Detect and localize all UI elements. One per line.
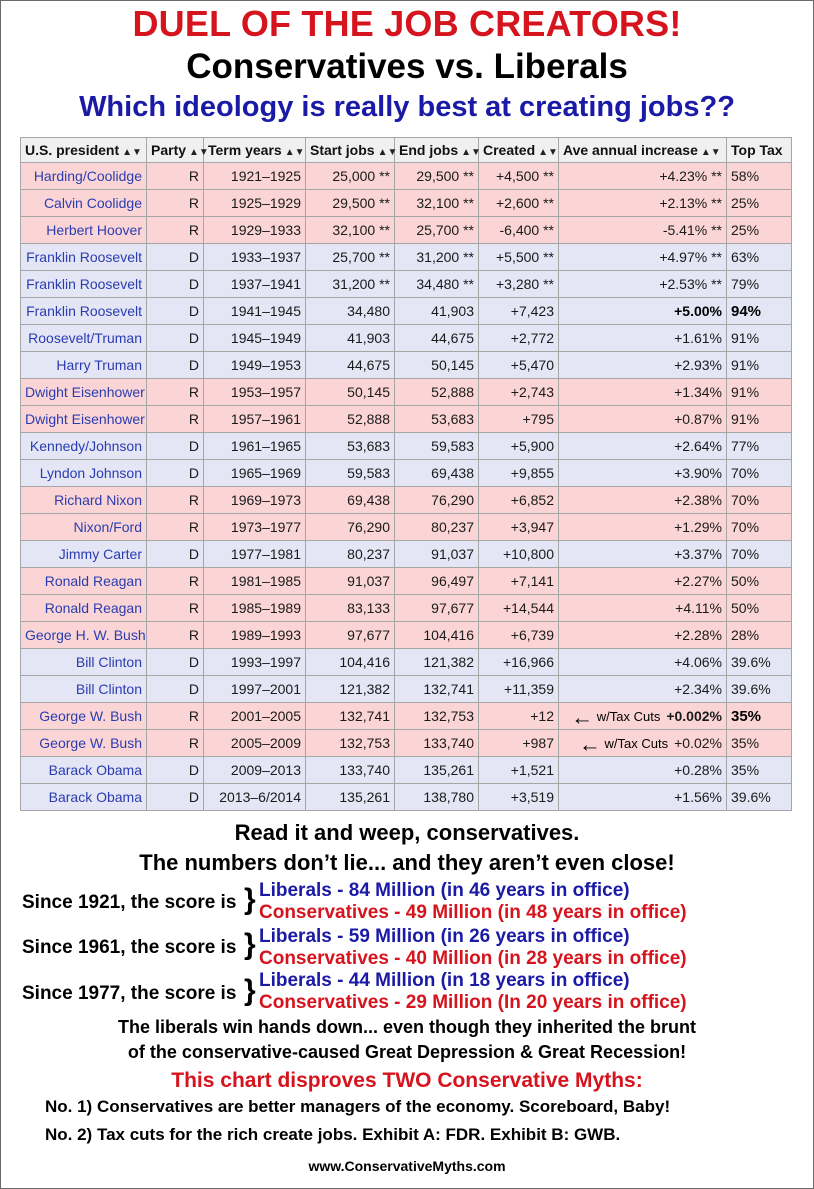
brace-glyph: } [244,928,256,961]
sort-icon[interactable]: ▲▼ [461,147,481,158]
start-jobs-cell: 52,888 [306,406,395,433]
created-cell: +3,947 [479,514,559,541]
end-jobs-cell: 32,100 ** [395,190,479,217]
table-row [21,325,792,352]
page-question: Which ideology is really best at creating jobs?? [79,91,735,123]
end-jobs-cell: 31,200 ** [395,244,479,271]
president-cell[interactable]: George W. Bush [21,703,147,730]
column-header-president[interactable]: U.S. president ▲▼ [21,138,147,163]
created-cell: +10,800 [479,541,559,568]
term-cell: 2013–6/2014 [204,784,306,811]
top-tax-cell: 70% [727,487,792,514]
increase-cell: ← w/Tax Cuts +0.002% [559,703,727,730]
president-cell[interactable]: Roosevelt/Truman [21,325,147,352]
president-cell[interactable]: Dwight Eisenhower [21,379,147,406]
liberals-score: Liberals - 84 Million (in 46 years in office) [259,880,630,901]
top-tax-cell: 25% [727,190,792,217]
created-cell: +16,966 [479,649,559,676]
president-cell[interactable]: Dwight Eisenhower [21,406,147,433]
liberals-score: Liberals - 59 Million (in 26 years in office) [259,926,630,947]
party-cell: D [147,325,204,352]
president-cell[interactable]: George H. W. Bush [21,622,147,649]
created-cell: -6,400 ** [479,217,559,244]
table-row [21,460,792,487]
start-jobs-cell: 132,753 [306,730,395,757]
created-cell: +7,423 [479,298,559,325]
conservatives-score: Conservatives - 40 Million (in 28 years in office) [259,948,687,969]
president-cell[interactable]: Barack Obama [21,757,147,784]
top-tax-cell: 58% [727,163,792,190]
created-cell: +6,852 [479,487,559,514]
increase-cell: +1.34% [559,379,727,406]
end-jobs-cell: 44,675 [395,325,479,352]
sort-icon[interactable]: ▲▼ [189,147,209,158]
president-cell[interactable]: Franklin Roosevelt [21,271,147,298]
top-tax-cell: 50% [727,568,792,595]
start-jobs-cell: 32,100 ** [306,217,395,244]
conclusion-line-2: of the conservative-caused Great Depression & Great Recession! [127,1042,687,1062]
term-cell: 1981–1985 [204,568,306,595]
term-cell: 1989–1993 [204,622,306,649]
table-row [21,676,792,703]
start-jobs-cell: 91,037 [306,568,395,595]
president-cell[interactable]: Richard Nixon [21,487,147,514]
column-header-start[interactable]: Start jobs ▲▼ [306,138,395,163]
created-cell: +2,772 [479,325,559,352]
score-label: Since 1977, the score is [22,983,237,1004]
party-cell: R [147,379,204,406]
top-tax-cell: 63% [727,244,792,271]
term-cell: 1965–1969 [204,460,306,487]
term-cell: 1997–2001 [204,676,306,703]
end-jobs-cell: 29,500 ** [395,163,479,190]
myth-item-2: No. 2) Tax cuts for the rich create jobs. Exhibit A: FDR. Exhibit B: GWB. [45,1125,621,1144]
table-row [21,244,792,271]
table-row [21,595,792,622]
end-jobs-cell: 132,753 [395,703,479,730]
end-jobs-cell: 132,741 [395,676,479,703]
start-jobs-cell: 104,416 [306,649,395,676]
top-tax-cell: 35% [727,730,792,757]
term-cell: 2005–2009 [204,730,306,757]
end-jobs-cell: 135,261 [395,757,479,784]
term-cell: 1929–1933 [204,217,306,244]
start-jobs-cell: 69,438 [306,487,395,514]
created-cell: +5,500 ** [479,244,559,271]
term-cell: 1993–1997 [204,649,306,676]
sort-icon[interactable]: ▲▼ [377,147,398,158]
arrow-left-icon: ← [578,731,601,757]
party-cell: R [147,487,204,514]
sort-icon[interactable]: ▲▼ [284,147,305,158]
president-cell[interactable]: Calvin Coolidge [21,190,147,217]
party-cell: D [147,541,204,568]
increase-cell: +1.61% [559,325,727,352]
start-jobs-cell: 59,583 [306,460,395,487]
top-tax-cell: 35% [727,703,792,730]
increase-cell: +2.27% [559,568,727,595]
president-cell[interactable]: Jimmy Carter [21,541,147,568]
created-cell: +795 [479,406,559,433]
president-cell[interactable]: Bill Clinton [21,676,147,703]
table-row [21,217,792,244]
term-cell: 1973–1977 [204,514,306,541]
table-row [21,433,792,460]
top-tax-cell: 94% [727,298,792,325]
top-tax-cell: 50% [727,595,792,622]
president-cell[interactable]: Harding/Coolidge [21,163,147,190]
president-cell[interactable]: Bill Clinton [21,649,147,676]
brace-glyph: } [244,883,256,916]
top-tax-cell: 91% [727,379,792,406]
column-header-increase[interactable]: Ave annual increase ▲▼ [559,138,727,163]
top-tax-cell: 35% [727,757,792,784]
arrow-left-icon: ← [571,704,594,730]
end-jobs-cell: 52,888 [395,379,479,406]
increase-cell: +2.93% [559,352,727,379]
table-row [21,757,792,784]
increase-cell: -5.41% ** [559,217,727,244]
party-cell: D [147,433,204,460]
created-cell: +9,855 [479,460,559,487]
start-jobs-cell: 83,133 [306,595,395,622]
created-cell: +11,359 [479,676,559,703]
start-jobs-cell: 76,290 [306,514,395,541]
increase-cell: ← w/Tax Cuts +0.02% [559,730,727,757]
created-cell: +14,544 [479,595,559,622]
top-tax-cell: 70% [727,541,792,568]
end-jobs-cell: 34,480 ** [395,271,479,298]
score-label: Since 1961, the score is [22,937,237,958]
column-header-tax[interactable]: Top Tax [727,138,792,163]
conservatives-score: Conservatives - 29 Million (In 20 years in office) [259,992,687,1013]
party-cell: R [147,568,204,595]
party-cell: D [147,352,204,379]
term-cell: 1953–1957 [204,379,306,406]
term-cell: 1961–1965 [204,433,306,460]
table-row [21,406,792,433]
increase-cell: +2.53% ** [559,271,727,298]
table-row [21,352,792,379]
increase-cell: +4.23% ** [559,163,727,190]
party-cell: D [147,271,204,298]
created-cell: +1,521 [479,757,559,784]
party-cell: D [147,244,204,271]
start-jobs-cell: 50,145 [306,379,395,406]
end-jobs-cell: 53,683 [395,406,479,433]
party-cell: R [147,514,204,541]
term-cell: 1925–1929 [204,190,306,217]
start-jobs-cell: 53,683 [306,433,395,460]
top-tax-cell: 91% [727,325,792,352]
end-jobs-cell: 50,145 [395,352,479,379]
term-cell: 1933–1937 [204,244,306,271]
sort-icon[interactable]: ▲▼ [538,147,558,158]
president-cell[interactable]: George W. Bush [21,730,147,757]
page-subtitle: Conservatives vs. Liberals [186,47,628,86]
created-cell: +2,600 ** [479,190,559,217]
start-jobs-cell: 133,740 [306,757,395,784]
start-jobs-cell: 29,500 ** [306,190,395,217]
top-tax-cell: 25% [727,217,792,244]
table-row [21,541,792,568]
top-tax-cell: 70% [727,460,792,487]
tax-cuts-note: ← w/Tax Cuts [578,731,669,757]
table-row [21,649,792,676]
top-tax-cell: 39.6% [727,784,792,811]
term-cell: 1985–1989 [204,595,306,622]
term-cell: 1969–1973 [204,487,306,514]
top-tax-cell: 39.6% [727,676,792,703]
president-cell[interactable]: Barack Obama [21,784,147,811]
myth-item-1: No. 1) Conservatives are better managers of the economy. Scoreboard, Baby! [45,1097,671,1116]
table-header-row [21,138,792,163]
table-row [21,703,792,730]
president-cell[interactable]: Ronald Reagan [21,595,147,622]
top-tax-cell: 70% [727,514,792,541]
end-jobs-cell: 97,677 [395,595,479,622]
increase-cell: +4.11% [559,595,727,622]
president-cell[interactable]: Lyndon Johnson [21,460,147,487]
party-cell: D [147,460,204,487]
table-row [21,784,792,811]
end-jobs-cell: 121,382 [395,649,479,676]
column-header-end[interactable]: End jobs ▲▼ [395,138,479,163]
top-tax-cell: 79% [727,271,792,298]
table-row [21,298,792,325]
party-cell: R [147,217,204,244]
sort-icon[interactable]: ▲▼ [122,147,142,158]
top-tax-cell: 91% [727,406,792,433]
increase-cell: +2.34% [559,676,727,703]
end-jobs-cell: 76,290 [395,487,479,514]
created-cell: +3,280 ** [479,271,559,298]
start-jobs-cell: 80,237 [306,541,395,568]
end-jobs-cell: 138,780 [395,784,479,811]
start-jobs-cell: 132,741 [306,703,395,730]
increase-cell: +3.90% [559,460,727,487]
increase-cell: +1.56% [559,784,727,811]
end-jobs-cell: 59,583 [395,433,479,460]
table-body [21,163,792,811]
start-jobs-cell: 25,000 ** [306,163,395,190]
party-cell: R [147,190,204,217]
table-row [21,190,792,217]
increase-cell: +2.38% [559,487,727,514]
term-cell: 2009–2013 [204,757,306,784]
president-cell[interactable]: Ronald Reagan [21,568,147,595]
party-cell: R [147,730,204,757]
president-cell[interactable]: Kennedy/Johnson [21,433,147,460]
column-header-party[interactable]: Party ▲▼ [147,138,204,163]
start-jobs-cell: 44,675 [306,352,395,379]
end-jobs-cell: 91,037 [395,541,479,568]
start-jobs-cell: 121,382 [306,676,395,703]
end-jobs-cell: 41,903 [395,298,479,325]
tax-cuts-note: ← w/Tax Cuts [571,704,661,730]
created-cell: +6,739 [479,622,559,649]
table-row [21,379,792,406]
commentary-line-2: The numbers don’t lie... and they aren’t even close! [139,850,675,875]
page-title: DUEL OF THE JOB CREATORS! [132,3,682,44]
term-cell: 1957–1961 [204,406,306,433]
increase-cell: +4.06% [559,649,727,676]
term-cell: 1937–1941 [204,271,306,298]
president-cell[interactable]: Nixon/Ford [21,514,147,541]
column-header-created[interactable]: Created ▲▼ [479,138,559,163]
increase-cell: +0.87% [559,406,727,433]
increase-cell: +2.64% [559,433,727,460]
president-cell[interactable]: Franklin Roosevelt [21,244,147,271]
start-jobs-cell: 31,200 ** [306,271,395,298]
start-jobs-cell: 97,677 [306,622,395,649]
column-header-term[interactable]: Term years ▲▼ [204,138,306,163]
table-row [21,514,792,541]
end-jobs-cell: 96,497 [395,568,479,595]
created-cell: +5,470 [479,352,559,379]
top-tax-cell: 77% [727,433,792,460]
table-row [21,163,792,190]
increase-cell: +0.28% [559,757,727,784]
end-jobs-cell: 133,740 [395,730,479,757]
president-cell[interactable]: Harry Truman [21,352,147,379]
president-cell[interactable]: Herbert Hoover [21,217,147,244]
sort-icon[interactable]: ▲▼ [700,147,721,158]
table-row [21,487,792,514]
party-cell: R [147,163,204,190]
party-cell: R [147,406,204,433]
party-cell: R [147,595,204,622]
created-cell: +4,500 ** [479,163,559,190]
created-cell: +7,141 [479,568,559,595]
end-jobs-cell: 25,700 ** [395,217,479,244]
myths-heading: This chart disproves TWO Conservative Myths: [171,1069,643,1092]
start-jobs-cell: 135,261 [306,784,395,811]
created-cell: +5,900 [479,433,559,460]
increase-cell: +4.97% ** [559,244,727,271]
term-cell: 1921–1925 [204,163,306,190]
jobs-table [20,137,792,811]
term-cell: 2001–2005 [204,703,306,730]
score-label: Since 1921, the score is [22,892,237,913]
created-cell: +3,519 [479,784,559,811]
end-jobs-cell: 69,438 [395,460,479,487]
created-cell: +12 [479,703,559,730]
term-cell: 1949–1953 [204,352,306,379]
end-jobs-cell: 104,416 [395,622,479,649]
increase-cell: +3.37% [559,541,727,568]
created-cell: +2,743 [479,379,559,406]
table-row [21,271,792,298]
footer-url[interactable]: www.ConservativeMyths.com [308,1158,506,1174]
start-jobs-cell: 25,700 ** [306,244,395,271]
party-cell: D [147,676,204,703]
party-cell: R [147,622,204,649]
end-jobs-cell: 80,237 [395,514,479,541]
top-tax-cell: 28% [727,622,792,649]
top-tax-cell: 91% [727,352,792,379]
term-cell: 1945–1949 [204,325,306,352]
commentary-line-1: Read it and weep, conservatives. [234,820,580,845]
party-cell: D [147,298,204,325]
table-row [21,568,792,595]
table-row [21,730,792,757]
increase-cell: +2.28% [559,622,727,649]
brace-glyph: } [244,974,256,1007]
party-cell: D [147,649,204,676]
party-cell: D [147,757,204,784]
term-cell: 1941–1945 [204,298,306,325]
conclusion-line-1: The liberals win hands down... even though they inherited the brunt [117,1017,697,1037]
president-cell[interactable]: Franklin Roosevelt [21,298,147,325]
increase-cell: +1.29% [559,514,727,541]
increase-cell: +5.00% [559,298,727,325]
conservatives-score: Conservatives - 49 Million (in 48 years in office) [259,902,687,923]
start-jobs-cell: 34,480 [306,298,395,325]
party-cell: D [147,784,204,811]
top-tax-cell: 39.6% [727,649,792,676]
table-row [21,622,792,649]
increase-cell: +2.13% ** [559,190,727,217]
term-cell: 1977–1981 [204,541,306,568]
party-cell: R [147,703,204,730]
start-jobs-cell: 41,903 [306,325,395,352]
created-cell: +987 [479,730,559,757]
liberals-score: Liberals - 44 Million (in 18 years in office) [259,970,630,991]
